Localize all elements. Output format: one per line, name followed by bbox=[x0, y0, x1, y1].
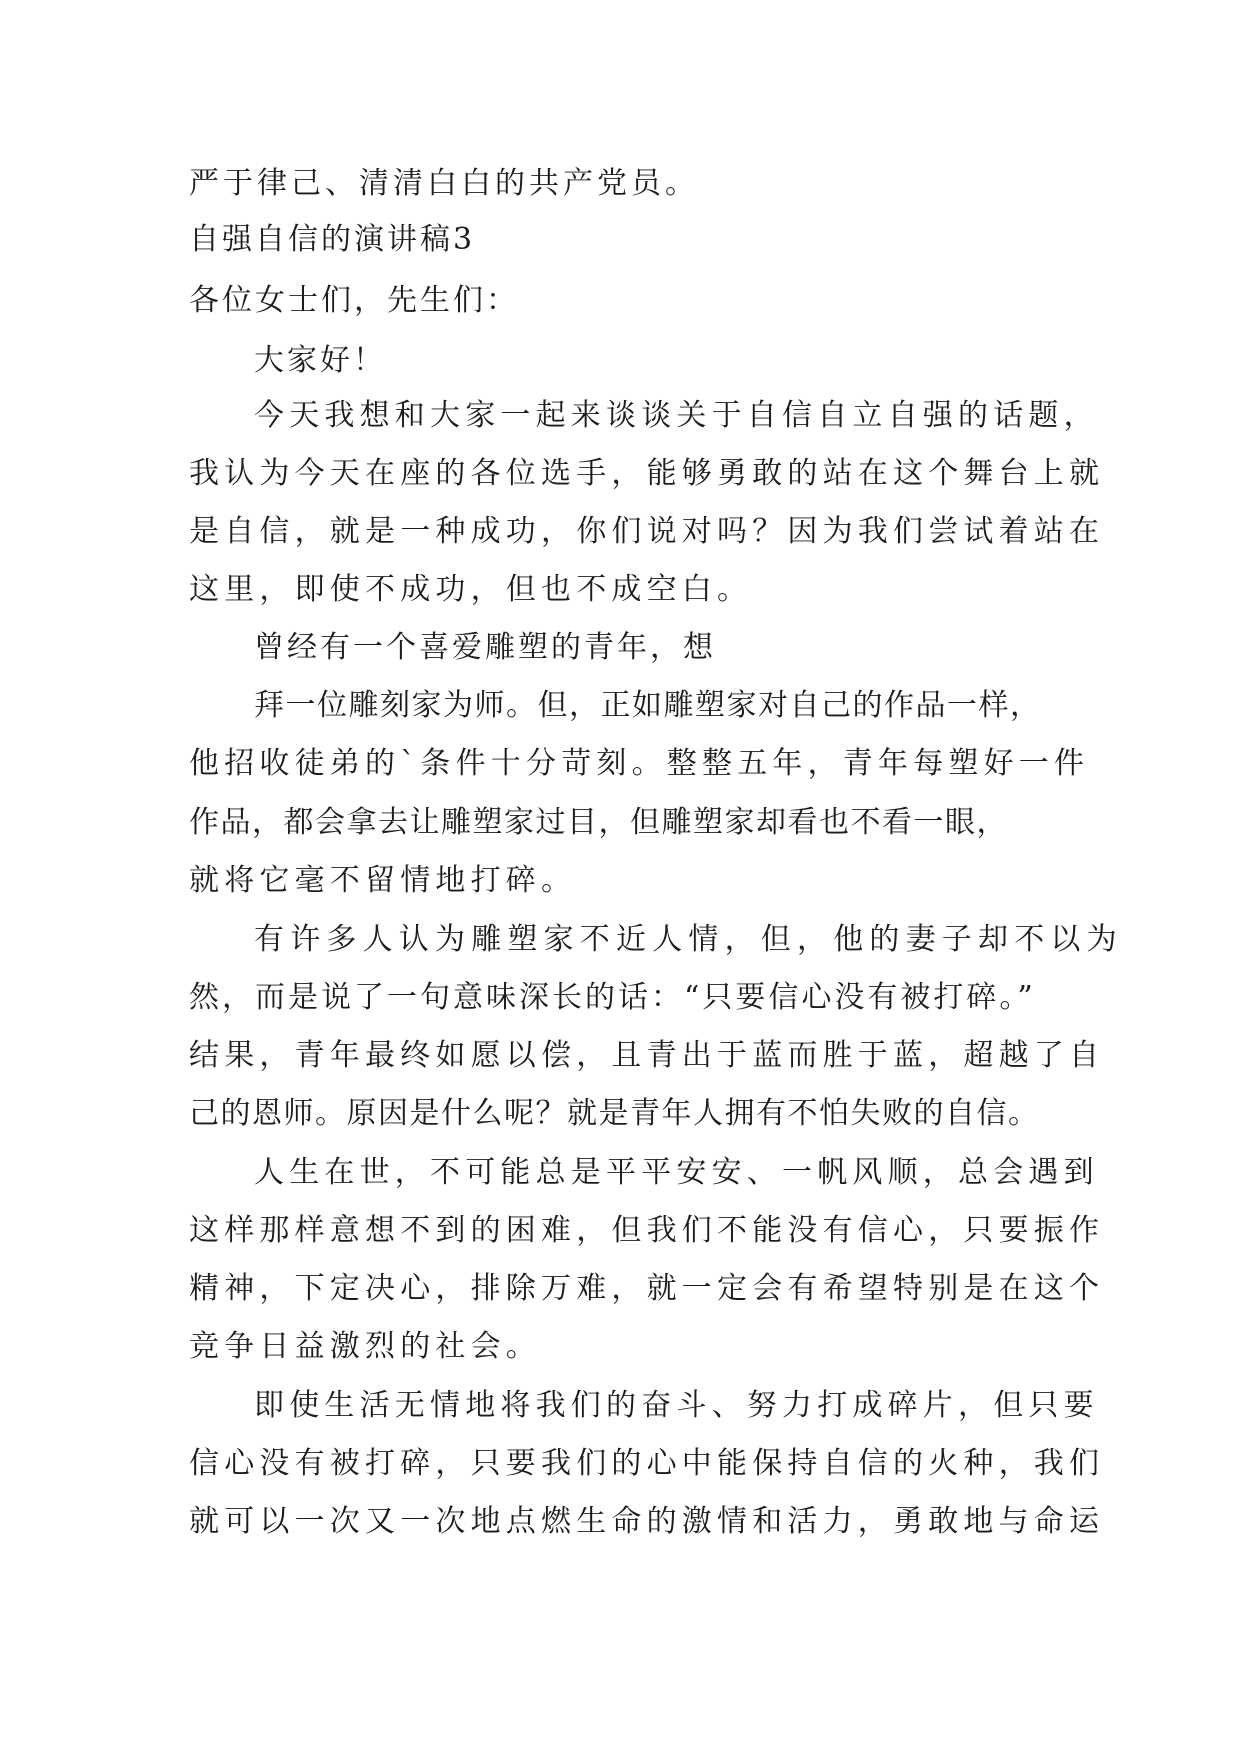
salutation: 各位女士们，先生们： bbox=[189, 283, 519, 318]
paragraph-line: 拜一位雕刻家为师。但，正如雕塑家对自己的作品一样， bbox=[254, 688, 1042, 723]
paragraph-line: 然，而是说了一句意味深长的话：“只要信心没有被打碎。” bbox=[189, 980, 1036, 1015]
paragraph-line: 有许多人认为雕塑家不近人情，但，他的妻子却不以为 bbox=[254, 922, 1123, 957]
paragraph-line: 即使生活无情地将我们的奋斗、努力打成碎片，但只要 bbox=[254, 1388, 1099, 1423]
text-line: 严于律己、清清白白的共产党员。 bbox=[189, 166, 699, 201]
paragraph-line: 就将它毫不留情地打碎。 bbox=[189, 863, 577, 898]
paragraph-line: 就可以一次又一次地点燃生命的激情和活力，勇敢地与命运 bbox=[189, 1504, 1105, 1539]
paragraph-line: 信心没有被打碎，只要我们的心中能保持自信的火种，我们 bbox=[189, 1446, 1105, 1481]
paragraph-line: 曾经有一个喜爱雕塑的青年，想 bbox=[254, 630, 716, 665]
paragraph-line: 作品，都会拿去让雕塑家过目，但雕塑家却看也不看一眼， bbox=[189, 805, 1008, 840]
paragraph-line: 竞争日益激烈的社会。 bbox=[189, 1329, 541, 1364]
paragraph-line: 这里，即使不成功，但也不成空白。 bbox=[189, 572, 753, 607]
paragraph-line: 今天我想和大家一起来谈谈关于自信自立自强的话题， bbox=[254, 398, 1099, 433]
paragraph-line: 精神，下定决心，排除万难，就一定会有希望特别是在这个 bbox=[189, 1271, 1105, 1306]
paragraph-line: 这样那样意想不到的困难，但我们不能没有信心，只要振作 bbox=[189, 1213, 1105, 1248]
paragraph-line: 我认为今天在座的各位选手，能够勇敢的站在这个舞台上就 bbox=[189, 456, 1105, 491]
section-title: 自强自信的演讲稿3 bbox=[189, 222, 476, 257]
paragraph-line: 他招收徒弟的`条件十分苛刻。整整五年，青年每塑好一件 bbox=[189, 746, 1090, 781]
paragraph-line: 己的恩师。原因是什么呢？就是青年人拥有不怕失败的自信。 bbox=[189, 1096, 1040, 1131]
paragraph-line: 是自信，就是一种成功，你们说对吗？因为我们尝试着站在 bbox=[189, 514, 1105, 549]
paragraph-line: 结果，青年最终如愿以偿，且青出于蓝而胜于蓝，超越了自 bbox=[189, 1038, 1105, 1073]
greeting-line: 大家好！ bbox=[254, 343, 386, 378]
paragraph-line: 人生在世，不可能总是平平安安、一帆风顺，总会遇到 bbox=[254, 1155, 1099, 1190]
